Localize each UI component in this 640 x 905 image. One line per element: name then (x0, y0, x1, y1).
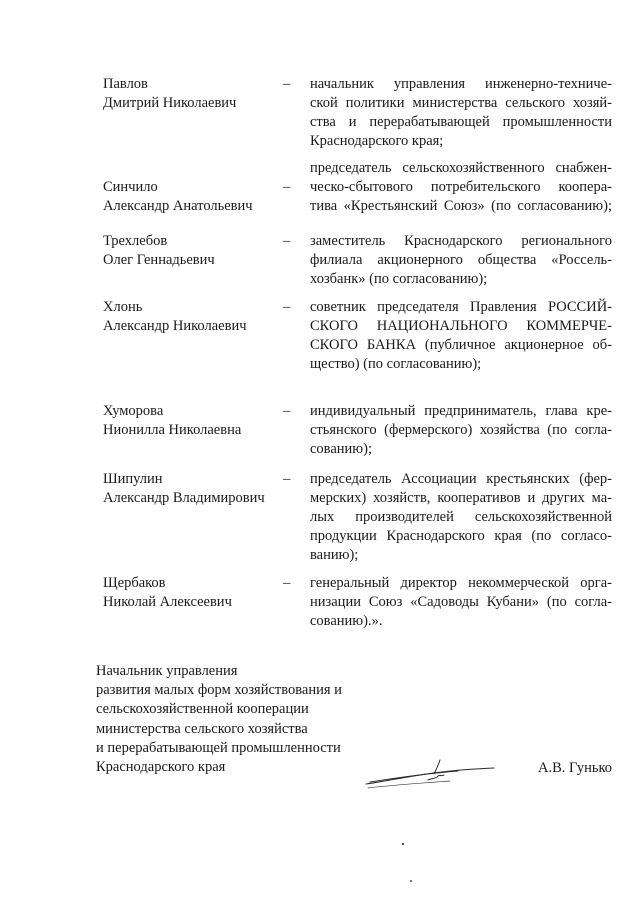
member-surname: Трехлебов (103, 233, 168, 249)
role-line: ства и перерабатывающей промышленности (310, 114, 612, 130)
member-role (310, 470, 612, 565)
signatory-position (96, 662, 396, 777)
member-surname: Хлонь (103, 299, 143, 315)
role-line: продукции Краснодарского края (по согласо- (310, 528, 612, 544)
member-name (103, 298, 283, 336)
role-line: председатель сельскохозяйственного снабжен- (310, 160, 612, 176)
role-line: начальник управления инженерно-техниче- (310, 76, 612, 92)
position-line: Начальник управления (96, 663, 238, 679)
member-given-names: Александр Владимирович (103, 490, 265, 506)
role-line: сованию); (310, 441, 372, 457)
role-line: советник председателя Правления РОССИЙ- (310, 299, 612, 315)
member-role (310, 159, 612, 216)
member-surname: Павлов (103, 76, 148, 92)
role-line: лых производителей сельскохозяйственной (310, 509, 612, 525)
position-line: и перерабатывающей промышленности (96, 739, 341, 756)
role-line: Краснодарского края; (310, 133, 444, 149)
role-line: СКОГО НАЦИОНАЛЬНОГО КОММЕРЧЕ- (310, 318, 612, 334)
member-dash: – (283, 471, 291, 487)
member-name (103, 178, 283, 216)
position-line: сельскохозяйственной кооперации (96, 701, 309, 718)
member-dash: – (283, 76, 291, 92)
member-role (310, 75, 612, 151)
member-dash: – (283, 299, 291, 315)
role-line: индивидуальный предприниматель, глава кре- (310, 403, 612, 419)
role-line: сованию).». (310, 613, 383, 629)
position-line: развития малых форм хозяйствования и (96, 682, 342, 699)
position-line: Краснодарского края (96, 759, 226, 776)
member-surname: Шипулин (103, 471, 163, 487)
member-name (103, 574, 283, 612)
member-surname: Щербаков (103, 575, 166, 591)
role-line: щество) (по согласованию); (310, 356, 482, 372)
role-line: председатель Ассоциации крестьянских (фер- (310, 471, 612, 487)
role-line: тива «Крестьянский Союз» (по согласованию); (310, 198, 612, 214)
role-line: стьянского (фермерского) хозяйства (по согла- (310, 422, 612, 438)
handwritten-signature (362, 758, 502, 792)
member-name (103, 470, 283, 508)
role-line: генеральный директор некоммерческой орга- (310, 575, 612, 591)
role-line: ческо-сбытового потребительского коопера- (310, 179, 612, 195)
role-line: хозбанк» (по согласованию); (310, 271, 488, 287)
member-given-names: Дмитрий Николаевич (103, 95, 237, 111)
member-name (103, 402, 283, 440)
role-line: СКОГО БАНКА (публичное акционерное об- (310, 337, 612, 353)
role-line: низации Союз «Садоводы Кубани» (по согла- (310, 594, 612, 610)
scan-speck (410, 880, 412, 882)
member-role (310, 298, 612, 374)
member-surname: Синчило (103, 179, 158, 195)
role-line: заместитель Краснодарского регионального (310, 233, 612, 249)
role-line: ской политики министерства сельского хозяй- (310, 95, 612, 111)
member-dash: – (283, 575, 291, 591)
member-surname: Хуморова (103, 403, 164, 419)
member-name (103, 75, 283, 113)
member-dash: – (283, 403, 291, 419)
member-given-names: Нионилла Николаевна (103, 422, 242, 438)
role-line: мерских) хозяйств, кооперативов и других ма- (310, 490, 612, 506)
member-given-names: Александр Анатольевич (103, 198, 253, 214)
position-line: министерства сельского хозяйства (96, 720, 308, 737)
scan-speck (402, 843, 404, 845)
member-dash: – (283, 233, 291, 249)
member-given-names: Николай Алексеевич (103, 594, 232, 610)
member-given-names: Александр Николаевич (103, 318, 247, 334)
role-line: ванию); (310, 547, 359, 563)
member-name (103, 232, 283, 270)
signer-name: А.В. Гунько (538, 760, 613, 776)
member-role (310, 402, 612, 459)
member-role (310, 574, 612, 631)
role-line: филиала акционерного общества «Россель- (310, 252, 612, 268)
member-given-names: Олег Геннадьевич (103, 252, 215, 268)
member-dash: – (283, 179, 291, 195)
member-role (310, 232, 612, 289)
